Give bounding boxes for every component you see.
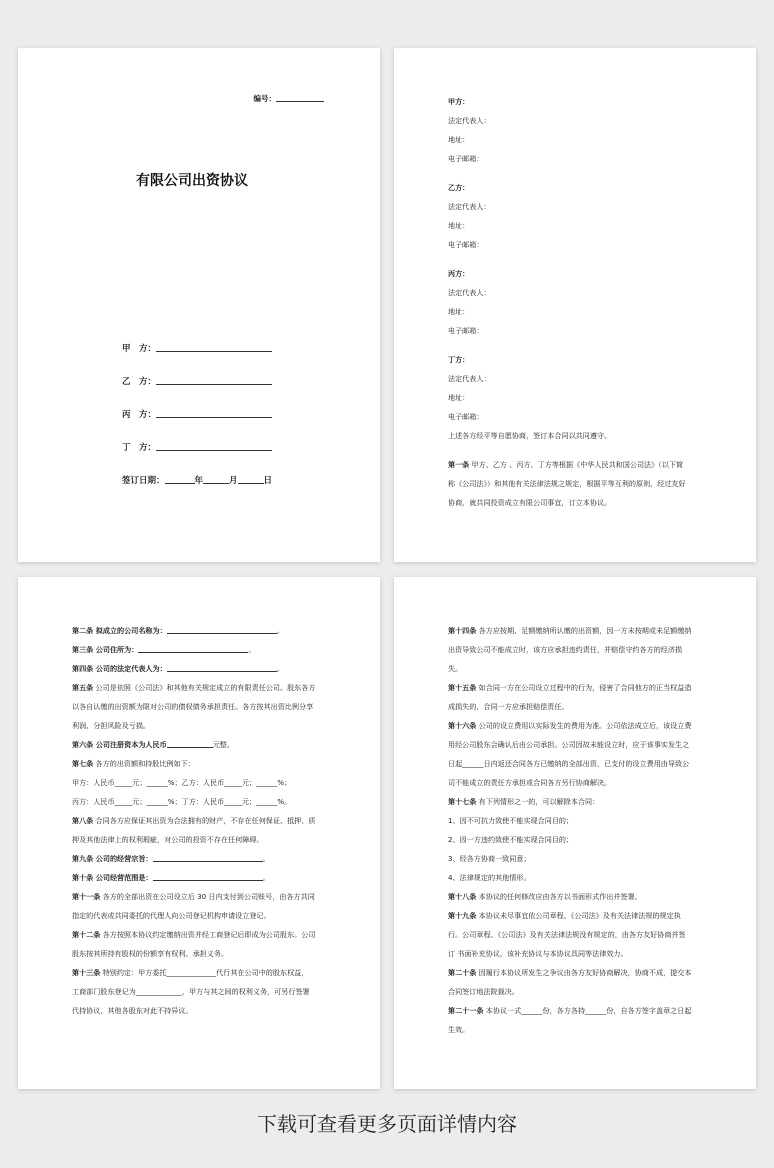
line-tail: 。 (262, 854, 270, 863)
text-line (448, 754, 712, 773)
party-c-blank (156, 409, 272, 418)
party-d-blank (156, 442, 272, 451)
text-line (448, 925, 712, 944)
text-line (72, 982, 336, 1001)
line-text: 公司的设立费用以实际发生的费用为准。公司依法成立后，该设立费 (476, 721, 692, 730)
fill-blank (138, 645, 248, 653)
articles-text-column-1 (72, 621, 336, 1020)
document-number-blank (276, 94, 324, 102)
text-line (72, 773, 336, 792)
article-number: 第十一条 (72, 892, 101, 901)
line-tail: 。 (276, 664, 284, 673)
text-line (448, 264, 712, 283)
text-line (448, 1020, 712, 1039)
document-number (254, 93, 325, 104)
party-a-row (122, 342, 272, 354)
text-line (448, 455, 712, 474)
text-line (448, 1001, 712, 1020)
line-text: 特别约定：甲方委托______________代行其在公司中的股东权益， (100, 968, 309, 977)
line-text: 利润、分担风险及亏损。 (72, 721, 151, 730)
article-number: 第五条 (72, 683, 94, 692)
text-line (72, 1001, 336, 1020)
text-line (448, 130, 712, 149)
document-number-label: 编号： (253, 94, 276, 103)
article-number: 第十八条 (448, 892, 477, 901)
line-text: 地址： (448, 393, 470, 402)
fill-blank (167, 664, 277, 672)
article-number: 第二十一条 (448, 1006, 484, 1015)
line-text: 电子邮箱： (448, 154, 484, 163)
text-line (72, 944, 336, 963)
day-blank (238, 475, 264, 484)
text-line (448, 407, 712, 426)
line-text: 如合同一方在公司设立过程中的行为，侵害了合同他方的正当权益造 (476, 683, 692, 692)
party-c-row (122, 408, 272, 420)
text-line (72, 811, 336, 830)
line-text: 订 书面补充协议，该补充协议与本协议具同等法律效力。 (448, 949, 628, 958)
line-text: 电子邮箱： (448, 412, 484, 421)
line-text: 代持协议，其他各股东对此不持异议。 (72, 1006, 193, 1015)
line-text: 公司注册资本为人民币 (93, 740, 167, 749)
line-text: 以各自认缴的出资额为限对公司的债权债务承担责任。各方按其出资比例分享 (72, 702, 314, 711)
text-line (448, 621, 712, 640)
line-text: 各方的全部出资在公司设立后 30 日内支付到公司账号，由各方共同 (100, 892, 315, 901)
line-text: 本协议的任何修改应由各方以书面形式作出并签署。 (476, 892, 642, 901)
line-text: 因履行本协议所发生之争议由各方友好协商解决，协商不成，提交本 (476, 968, 692, 977)
party-a-blank (156, 343, 272, 352)
article-number: 第十九条 (448, 911, 477, 920)
article-number: 第二条 (72, 626, 94, 635)
fill-blank (153, 854, 263, 862)
text-line (448, 678, 712, 697)
line-text: 法定代表人： (448, 202, 491, 211)
text-line (72, 735, 336, 754)
text-line (72, 754, 336, 773)
line-text: 法定代表人： (448, 374, 491, 383)
line-text: 甲方： (448, 97, 470, 106)
line-tail: 。 (262, 873, 270, 882)
text-line (448, 350, 712, 369)
text-line (72, 678, 336, 697)
document-title: 有限公司出资协议 (136, 173, 248, 189)
line-text: 地址： (448, 135, 470, 144)
line-tail: 。 (276, 626, 284, 635)
party-b-row (122, 375, 272, 387)
line-text: 地址： (448, 221, 470, 230)
text-line (448, 659, 712, 678)
text-line (448, 283, 712, 302)
line-text: 电子邮箱： (448, 240, 484, 249)
line-text: 法定代表人： (448, 116, 491, 125)
text-line (448, 735, 712, 754)
text-line (448, 111, 712, 130)
text-line (72, 716, 336, 735)
line-text: 指定的代表或共同委托的代理人向公司登记机构申请设立登记。 (72, 911, 271, 920)
month-blank (203, 475, 229, 484)
line-text: 有下列情形之一的，可以解除本合同： (476, 797, 600, 806)
line-text: 本协议未尽事宜依公司章程、《公司法》及有关法律法规的规定执 (476, 911, 681, 920)
line-text: 各方的出资额和持股比例如下： (93, 759, 195, 768)
line-text: 协商，就共同投资成立有限公司事宜，订立本协议。 (448, 498, 612, 507)
line-text: 丙方：人民币_____元；______%；丁方：人民币_____元；______%。 (72, 797, 292, 806)
document-page-articles-1 (18, 577, 380, 1089)
line-text: 公司住所为： (93, 645, 139, 654)
text-line (72, 792, 336, 811)
text-line (448, 388, 712, 407)
text-line (448, 321, 712, 340)
line-text: 生效。 (448, 1025, 470, 1034)
text-line (72, 906, 336, 925)
document-page-cover (18, 48, 380, 562)
text-line (72, 849, 336, 868)
text-line (448, 235, 712, 254)
text-line (72, 659, 336, 678)
text-line (448, 868, 712, 887)
text-line (448, 474, 712, 493)
article-number: 第七条 (72, 759, 94, 768)
line-text: 拟成立的公司名称为： (93, 626, 167, 635)
text-line (448, 92, 712, 111)
line-text: 公司经营范围是： (93, 873, 153, 882)
line-text: 公司是依照《公司法》和其他有关规定成立的有限责任公司。股东各方 (93, 683, 316, 692)
day-label: 日 (263, 476, 273, 486)
text-line (72, 887, 336, 906)
line-text: 成损失的，合同一方应承担赔偿责任。 (448, 702, 569, 711)
party-c-label: 丙 方： (122, 410, 157, 420)
text-line (448, 963, 712, 982)
line-text: 称《公司法》）和其他有关法律法规之规定，根据平等互利的原则，经过友好 (448, 479, 686, 488)
article-number: 第六条 (72, 740, 94, 749)
party-b-blank (156, 376, 272, 385)
parties-text-column (448, 92, 712, 512)
line-text: 出资导致公司不能成立时，该方应承担违约责任，并赔偿守约各方的经济损 (448, 645, 683, 654)
line-text: 司不能成立的责任方承担或合同各方另行协商解决。 (448, 778, 612, 787)
line-text: 失。 (448, 664, 463, 673)
text-line (448, 849, 712, 868)
line-text: 公司的法定代表人为： (93, 664, 167, 673)
line-text: 合同各方应保证其出资为合法拥有的财产，不存在任何保证、抵押、质 (93, 816, 316, 825)
line-text: 公司的经营宗旨： (93, 854, 153, 863)
line-tail: 元整。 (212, 740, 234, 749)
text-line (448, 697, 712, 716)
line-text: 用经公司股东会确认后由公司承担。公司因故未能设立时，应于该事实发生之 (448, 740, 690, 749)
article-number: 第八条 (72, 816, 94, 825)
text-line (72, 925, 336, 944)
text-line (72, 640, 336, 659)
line-text: 丁方： (448, 355, 470, 364)
text-line (72, 697, 336, 716)
article-number: 第十七条 (448, 797, 477, 806)
party-d-label: 丁 方： (122, 443, 157, 453)
line-text: 法定代表人： (448, 288, 491, 297)
line-text: 乙方： (448, 183, 470, 192)
party-b-label: 乙 方： (122, 377, 157, 387)
line-text: 各方应按期、足额缴纳所认缴的出资额，因一方未按期或未足额缴纳 (476, 626, 692, 635)
fill-blank (167, 626, 277, 634)
line-text: 股东按其所持有股权的份额享有权利、承担义务。 (72, 949, 229, 958)
download-caption: 下载可查看更多页面详情内容 (257, 1112, 517, 1136)
text-line (72, 963, 336, 982)
document-page-parties (394, 48, 756, 562)
text-line (72, 621, 336, 640)
text-line (448, 178, 712, 197)
text-line (448, 149, 712, 168)
text-line (72, 830, 336, 849)
article-number: 第四条 (72, 664, 94, 673)
sign-date-row (122, 474, 272, 486)
articles-text-column-2 (448, 621, 712, 1039)
text-line (448, 906, 712, 925)
line-text: 合同签订地法院裁决。 (448, 987, 519, 996)
text-line (448, 830, 712, 849)
year-label: 年 (194, 476, 204, 486)
line-text: 2、因一方违约致使不能实现合同目的； (448, 835, 574, 844)
article-number: 第三条 (72, 645, 94, 654)
text-line (448, 982, 712, 1001)
line-text: 甲方：人民币_____元；______%；乙方：人民币_____元；______%； (72, 778, 292, 787)
text-line (448, 792, 712, 811)
text-line (448, 773, 712, 792)
text-line (448, 944, 712, 963)
article-number: 第十二条 (72, 930, 101, 939)
article-number: 第十三条 (72, 968, 101, 977)
line-text: 行。公司章程、《公司法》及有关法律法规没有规定的，由各方友好协商并签 (448, 930, 686, 939)
article-number: 第十四条 (448, 626, 477, 635)
party-a-label: 甲 方： (122, 344, 157, 354)
text-line (448, 887, 712, 906)
article-number: 第九条 (72, 854, 94, 863)
text-line (72, 868, 336, 887)
line-tail: 。 (248, 645, 256, 654)
line-text: 上述各方经平等自愿协商，签订本合同以共同遵守。 (448, 431, 612, 440)
article-number: 第一条 (448, 460, 470, 469)
text-line (448, 197, 712, 216)
line-text: 丙方： (448, 269, 470, 278)
line-text: 工商部门股东登记为_____________，甲方与其之间的权利义务，可另行签署 (72, 987, 310, 996)
text-line (448, 216, 712, 235)
party-d-row (122, 441, 272, 453)
article-number: 第十五条 (448, 683, 477, 692)
text-line (448, 426, 712, 445)
text-line (448, 302, 712, 321)
line-text: 地址： (448, 307, 470, 316)
month-label: 月 (229, 476, 238, 486)
text-line (448, 811, 712, 830)
document-page-articles-2 (394, 577, 756, 1089)
line-text: 日起______日内返还合同各方已缴纳的全部出资，已支付的设立费用由导致公 (448, 759, 690, 768)
sign-date-label: 签订日期： (122, 476, 165, 486)
article-number: 第二十条 (448, 968, 477, 977)
line-text: 押及其他法律上的权利瑕疵，对公司的投资不存在任何障碍。 (72, 835, 264, 844)
text-line (448, 640, 712, 659)
fill-blank (153, 873, 263, 881)
fill-blank (167, 740, 213, 748)
year-blank (165, 475, 195, 484)
line-text: 甲方、乙方 、丙方、丁方等根据《中华人民共和国公司法》（以下简 (469, 460, 684, 469)
line-text: 4、法律规定的其他情形。 (448, 873, 531, 882)
text-line (448, 493, 712, 512)
text-line (448, 369, 712, 388)
line-text: 本协议一式______份，各方各持______份，自各方签字盖章之日起 (483, 1006, 692, 1015)
line-text: 1、因不可抗力致使不能实现合同目的； (448, 816, 574, 825)
text-line (448, 716, 712, 735)
line-text: 各方按照本协议约定缴纳出资并经工商登记后即成为公司股东。公司 (100, 930, 316, 939)
line-text: 电子邮箱： (448, 326, 484, 335)
line-text: 3、经各方协商一致同意； (448, 854, 531, 863)
article-number: 第十六条 (448, 721, 477, 730)
article-number: 第十条 (72, 873, 94, 882)
